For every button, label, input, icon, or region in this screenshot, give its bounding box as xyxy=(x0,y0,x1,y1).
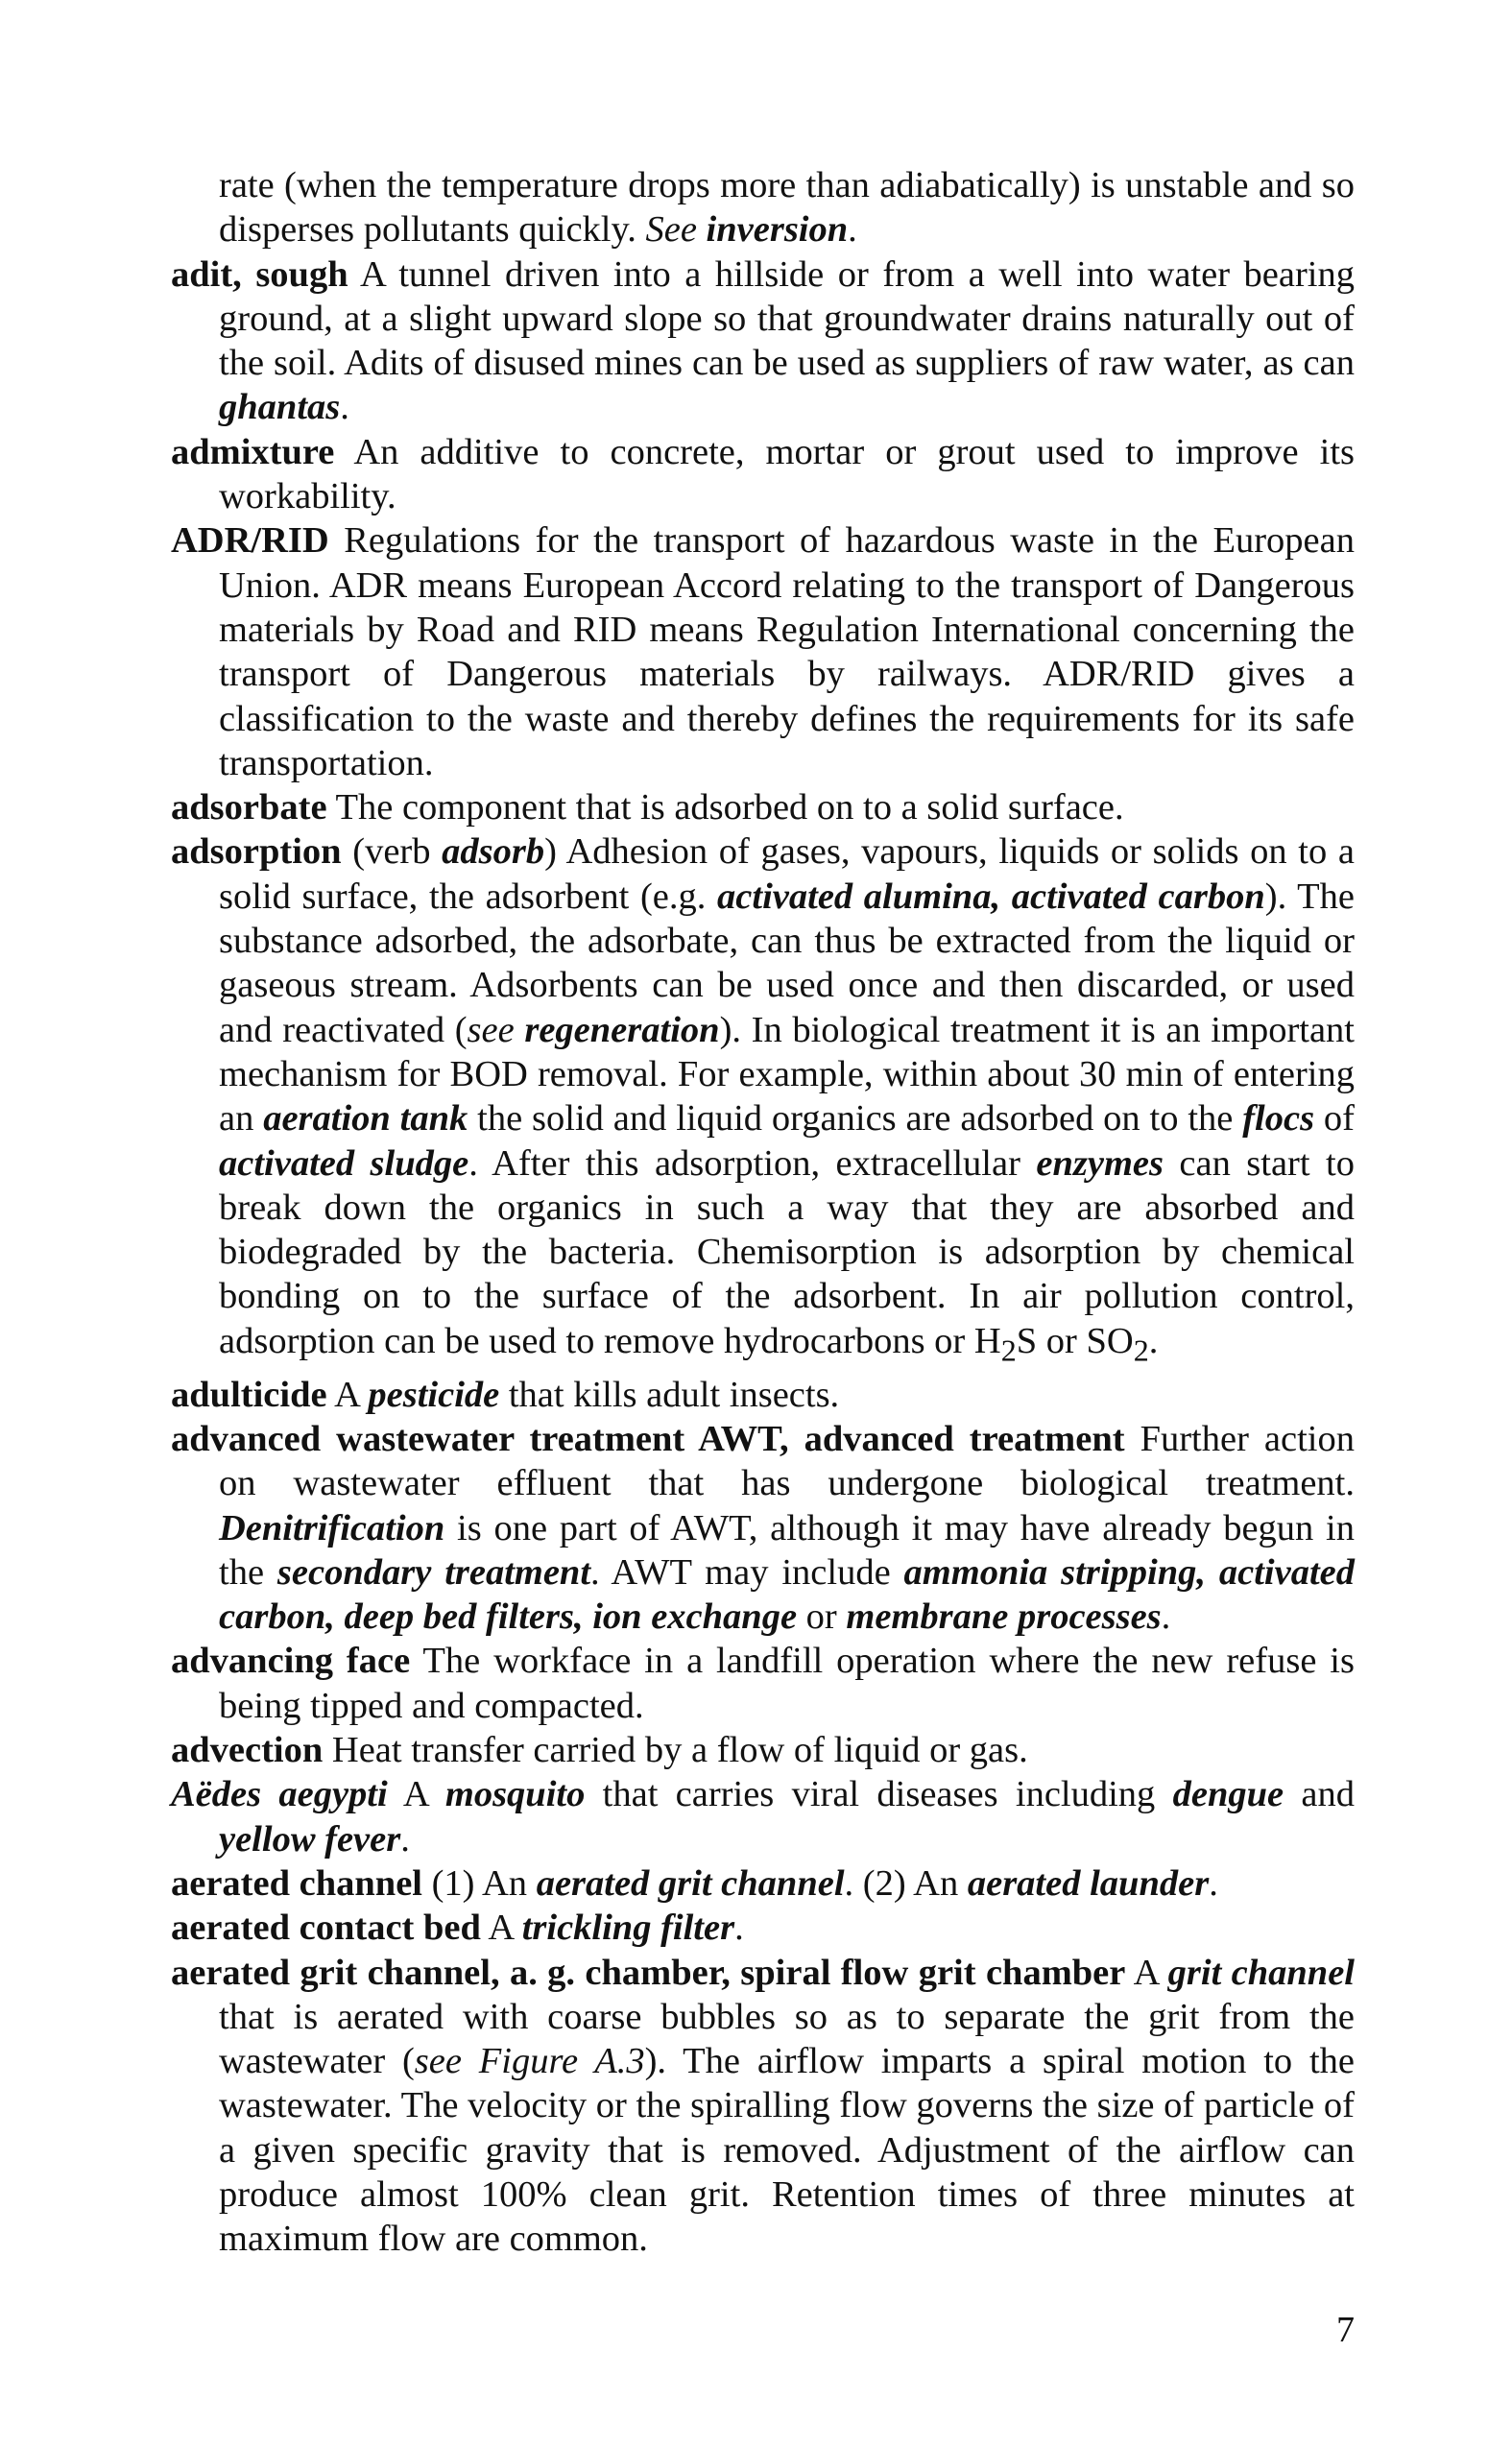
cross-reference[interactable]: membrane processes xyxy=(846,1596,1162,1638)
entry-text: . (2) An xyxy=(844,1862,968,1904)
cross-reference[interactable]: Denitrification xyxy=(219,1507,445,1548)
subscript: 2 xyxy=(1000,1332,1017,1368)
cross-reference[interactable]: aerated launder xyxy=(967,1862,1210,1904)
headword: adit, sough xyxy=(171,253,348,295)
cross-reference[interactable]: mosquito xyxy=(444,1774,586,1815)
entry-text: Heat transfer carried by a flow of liquid or gas. xyxy=(323,1730,1028,1771)
cross-reference[interactable]: pesticide xyxy=(368,1374,500,1415)
entry-text: A xyxy=(387,1774,445,1815)
entry-adit xyxy=(171,252,1355,430)
entry-text: . xyxy=(1148,1320,1159,1361)
entry-text: The workface in a landfill operation where the new refuse is being tipped and compacted. xyxy=(219,1641,1355,1726)
entry-text: The component that is adsorbed on to a solid surface. xyxy=(326,787,1124,828)
see-label: see xyxy=(467,1009,515,1050)
entry-aedes-aegypti xyxy=(171,1772,1355,1861)
headword: advection xyxy=(171,1730,324,1771)
entry-adr-rid xyxy=(171,518,1355,785)
headword: aerated channel xyxy=(171,1862,422,1904)
entry-advection xyxy=(171,1728,1355,1772)
entry-text: A tunnel driven into a hillside or from a well into water bearing ground, at a slight upward slope so that groundwater drains naturally out of the soil. Adits of disused mines can be used as suppliers of raw water, as can xyxy=(219,253,1355,384)
headword: Aëdes aegypti xyxy=(171,1774,388,1815)
entry-text: ) Adhesion of gases, vapours, liquids or solids on to a solid surface, the adsorbent (e.g. xyxy=(219,831,1355,917)
entry-aerated-channel xyxy=(171,1861,1355,1906)
entry-text: A xyxy=(1125,1952,1168,1993)
cross-reference[interactable]: dengue xyxy=(1172,1774,1284,1815)
subscript: 2 xyxy=(1133,1332,1149,1368)
entry-text: rate (when the temperature drops more than adiabatically) is unstable and so disperses pollutants quickly. xyxy=(219,165,1355,251)
entry-text: . xyxy=(1209,1862,1218,1904)
entry-text: A xyxy=(326,1374,369,1415)
entry-text: . xyxy=(734,1908,744,1949)
entry-text: . After this adsorption, extracellular xyxy=(468,1142,1037,1184)
cross-reference[interactable]: flocs xyxy=(1242,1098,1315,1140)
entry-text: An additive to concrete, mortar or grout used to improve its workability. xyxy=(219,431,1355,517)
entry-text: . xyxy=(1161,1596,1171,1638)
cross-reference[interactable]: enzymes xyxy=(1036,1142,1164,1184)
entry-text: that carries viral diseases including xyxy=(585,1774,1173,1815)
cross-reference[interactable]: activated alumina, activated carbon xyxy=(717,876,1265,917)
entry-text: ). The substance adsorbed, the adsorbate, can thus be extracted from the liquid or gaseous stream. Adsorbents can be used once and then discarded, or used and reactivated ( xyxy=(219,876,1356,1050)
entry-text: the solid and liquid organics are adsorbed on to the xyxy=(468,1098,1243,1140)
entry-text: that is aerated with coarse bubbles so as to separate the grit from the wastewater ( xyxy=(219,1996,1355,2082)
cross-reference[interactable]: trickling filter xyxy=(521,1908,735,1949)
dictionary-page xyxy=(171,163,1355,2262)
entry-text: . xyxy=(400,1818,410,1860)
entry-text: . xyxy=(848,209,857,251)
cross-reference[interactable]: grit channel xyxy=(1167,1952,1356,1993)
headword: advanced wastewater treatment AWT, advanced treatment xyxy=(171,1419,1125,1459)
headword: advancing face xyxy=(171,1641,411,1682)
entry-text: ). In biological treatment it is an important mechanism for BOD removal. For example, within about 30 min of entering an xyxy=(219,1009,1355,1140)
entry-text: is one part of AWT, although it may have already begun in the xyxy=(219,1507,1355,1593)
entry-admixture xyxy=(171,430,1355,519)
entry-aerated-grit-channel xyxy=(171,1951,1355,2262)
headword: aerated grit channel, a. g. chamber, spiral flow grit chamber xyxy=(171,1952,1126,1993)
entry-text: . xyxy=(340,387,349,428)
headword: adsorption xyxy=(171,831,342,873)
cross-reference[interactable]: aeration tank xyxy=(263,1098,468,1140)
cross-reference[interactable]: ghantas xyxy=(219,387,341,428)
entry-text: can start to break down the organics in such a way that they are absorbed and biodegraded by the bacteria. Chemisorption is adsorption by chemical bonding on to the surface of the adsorbent. In air pollution control, adsorption can be used to remove hydrocarbons or H xyxy=(219,1142,1355,1361)
headword: admixture xyxy=(171,431,335,472)
cross-reference[interactable]: regeneration xyxy=(524,1009,720,1050)
cross-reference[interactable]: adsorb xyxy=(442,831,545,873)
entry-inversion-continued xyxy=(171,163,1355,252)
headword: aerated contact bed xyxy=(171,1908,481,1949)
headword: adulticide xyxy=(171,1374,327,1415)
entry-text: of xyxy=(1314,1098,1356,1140)
entry-text: Further action on wastewater effluent that has undergone biological treatment. xyxy=(219,1419,1355,1504)
see-label: See xyxy=(645,209,697,251)
headword: ADR/RID xyxy=(171,520,329,562)
cross-reference[interactable]: activated sludge xyxy=(219,1142,469,1184)
entry-aerated-contact-bed xyxy=(171,1906,1355,1950)
entry-text: (1) An xyxy=(421,1862,537,1904)
entry-adulticide xyxy=(171,1373,1355,1417)
cross-reference[interactable]: ammonia stripping, activated carbon, deep bed filters, ion exchange xyxy=(219,1551,1355,1638)
cross-reference[interactable]: inversion xyxy=(706,209,849,251)
entry-text: . AWT may include xyxy=(590,1551,904,1593)
entry-text: (verb xyxy=(341,831,443,873)
entry-text: Regulations for the transport of hazardous waste in the European Union. ADR means European Accord relating to the transport of Dangerous materials by Road and RID means Regulation International concerning the transport of Dangerous materials by railways. ADR/RID gives a classification to the waste and thereby defines the requirements for its safe transportation. xyxy=(219,520,1355,783)
entry-text: and xyxy=(1284,1774,1355,1815)
entry-advancing-face xyxy=(171,1639,1355,1728)
entry-text: ). The airflow imparts a spiral motion to the wastewater. The velocity or the spiralling flow governs the size of particle of a given specific gravity that is removed. Adjustment of the airflow can produce almost 100% clean grit. Retention times of three minutes at maximum flow are common. xyxy=(219,2041,1355,2260)
cross-reference[interactable]: secondary treatment xyxy=(276,1551,591,1593)
entry-advanced-wastewater-treatment xyxy=(171,1417,1355,1639)
entry-adsorbate xyxy=(171,785,1355,829)
entry-adsorption xyxy=(171,829,1355,1372)
headword: adsorbate xyxy=(171,787,327,828)
page-number: 7 xyxy=(1336,2310,1355,2350)
figure-reference[interactable]: see Figure A.3 xyxy=(414,2041,645,2082)
cross-reference[interactable]: yellow fever xyxy=(219,1818,401,1860)
entry-text: or xyxy=(797,1596,847,1638)
entry-text: A xyxy=(480,1908,522,1949)
entry-text: S or SO xyxy=(1016,1320,1134,1361)
cross-reference[interactable]: aerated grit channel xyxy=(536,1862,845,1904)
entry-text: that kills adult insects. xyxy=(499,1374,840,1415)
